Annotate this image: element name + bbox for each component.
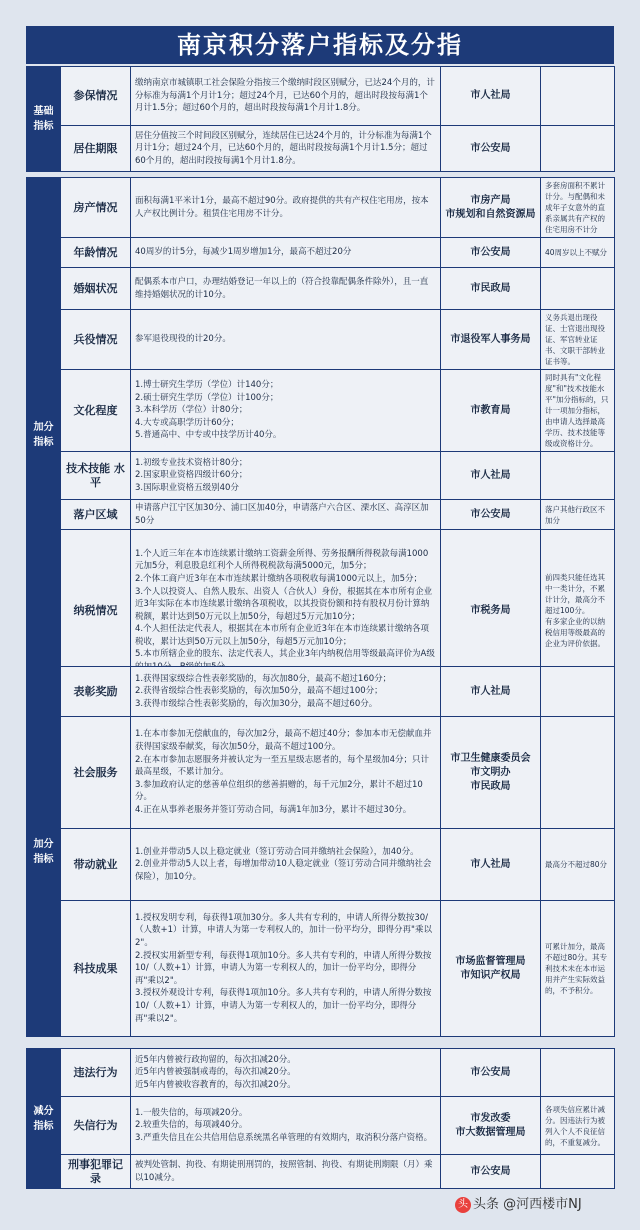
item-note xyxy=(541,268,615,310)
item-note xyxy=(541,667,615,717)
table-row xyxy=(27,500,615,530)
item-dept: 市公安局 xyxy=(441,238,541,268)
item-dept: 市人社局 xyxy=(441,452,541,500)
item-dept: 市税务局 xyxy=(441,530,541,692)
item-name: 刑事犯罪记录 xyxy=(61,1155,131,1189)
item-rule: 1.创业并带动5人以上稳定就业（签订劳动合同并缴纳社会保险），加40分。 2.创业并带动5人以上者，每增加带动10人稳定就业（签订劳动合同并缴纳社会保险），加10分。 xyxy=(131,829,441,901)
item-name: 纳税情况 xyxy=(61,530,131,692)
table-row xyxy=(27,67,615,126)
footer-source xyxy=(455,1193,582,1213)
item-note: 可累计加分，最高不超过80分。其专利技术未在本市运用并产生实际效益的，不予积分。 xyxy=(541,901,615,1037)
section-bonus-2 xyxy=(26,666,614,1037)
item-dept: 市卫生健康委员会 市文明办 市民政局 xyxy=(441,717,541,829)
item-note xyxy=(541,1155,615,1189)
item-name: 表彰奖励 xyxy=(61,667,131,717)
table-bonus-1 xyxy=(26,177,615,692)
item-dept: 市房产局 市规划和自然资源局 xyxy=(441,178,541,238)
table-row xyxy=(27,238,615,268)
item-rule: 1.在本市参加无偿献血的，每次加2分，最高不超过40分；参加本市无偿献血并获得国家级奉献奖，每次加50分，最高不超过100分。 2.在本市参加志愿服务并被认定为一至五星级志愿者的，每个星级加4分；只计最高星级，不累计加分。 3.参加政府认定的慈善单位组织的慈善捐赠的，每千元加2分，累计不超过10分。 4.正在从事养老服务并签订劳动合同，每满1年加3分，累计不超过30分。 xyxy=(131,717,441,829)
item-note: 前四类只能任选其中一类计分，不累计计分，最高分不超过100分。 有多家企业的以纳税信用等级最高的企业为评价依据。 xyxy=(541,530,615,692)
item-rule: 缴纳南京市城镇职工社会保险分指按三个缴纳时段区别赋分，已达24个月的，计分标准为每满1个月计1分；超过24个月，已达60个月的，超出时段按每满1个月计1.5分；超过60个月的，超出时段按每满1个月计1.8分。 xyxy=(131,67,441,126)
source-text: 头条 @河西楼市NJ xyxy=(473,1197,582,1212)
item-name: 失信行为 xyxy=(61,1097,131,1155)
table-row xyxy=(27,717,615,829)
item-name: 婚姻状况 xyxy=(61,268,131,310)
item-rule: 参军退役现役的计20分。 xyxy=(131,310,441,370)
item-note xyxy=(541,67,615,126)
category-label: 基础指标 xyxy=(27,67,61,172)
table-deduction xyxy=(26,1048,615,1189)
item-name: 文化程度 xyxy=(61,370,131,452)
item-dept: 市公安局 xyxy=(441,126,541,172)
category-label: 加分指标 xyxy=(27,178,61,692)
item-name: 房产情况 xyxy=(61,178,131,238)
item-rule: 1.获得国家级综合性表彰奖励的，每次加80分，最高不超过160分； 2.获得省级综合性表彰奖励的，每次加50分，最高不超过100分； 3.获得市级综合性表彰奖励的，每次加30分，最高不超过60分。 xyxy=(131,667,441,717)
table-basic xyxy=(26,66,615,172)
toutiao-logo-icon: 头 xyxy=(455,1197,471,1213)
item-name: 年龄情况 xyxy=(61,238,131,268)
item-dept: 市人社局 xyxy=(441,667,541,717)
item-note: 义务兵退出现役证、士官退出现役证、军官转业证书、文职干部转业证书等。 xyxy=(541,310,615,370)
table-bonus-2 xyxy=(26,666,615,1037)
item-dept: 市公安局 xyxy=(441,500,541,530)
item-note: 各项失信应累计减分。因违法行为被列入个人不良征信的，不重复减分。 xyxy=(541,1097,615,1155)
item-name: 违法行为 xyxy=(61,1049,131,1097)
item-note: 40周岁以上不赋分 xyxy=(541,238,615,268)
item-note: 最高分不超过80分 xyxy=(541,829,615,901)
item-dept: 市教育局 xyxy=(441,370,541,452)
item-dept: 市公安局 xyxy=(441,1049,541,1097)
item-name: 带动就业 xyxy=(61,829,131,901)
item-rule: 近5年内曾被行政拘留的，每次扣减20分。 近5年内曾被强制戒毒的，每次扣减20分。 近5年内曾被收容教育的，每次扣减20分。 xyxy=(131,1049,441,1097)
table-row xyxy=(27,667,615,717)
page-title: 南京积分落户指标及分指 xyxy=(26,26,614,64)
table-row xyxy=(27,829,615,901)
item-dept: 市人社局 xyxy=(441,67,541,126)
item-rule: 1.个人近三年在本市连续累计缴纳工资薪金所得、劳务报酬所得税款每满1000元加5分，利息股息红利个人所得税税款每满5000元，加5分； 2.个体工商户近3年在本市连续累计缴纳各项税收每满1000元以上，加5分； 3.个人以投资人、自然人股东、出资人（合伙人）身份，根据其在本市所有企业近3年实际在本市连续累计缴纳各项税收，以其投资份额和持有股权月份计算纳税额，累计达到50万元以上加50分，每超过5万元加10分； 4.个人担任法定代表人，根据其在本市所有企业近3年在本市连续累计缴纳各项税收，累计达到50万元以上加50分，每超5万元加10分； 5.本市所辖企业的股东、法定代表人，其企业3年内纳税信用等级最高评价为A级 xyxy=(131,530,441,692)
item-name: 社会服务 xyxy=(61,717,131,829)
item-note xyxy=(541,126,615,172)
table-row xyxy=(27,126,615,172)
item-rule: 1.一般失信的，每项减20分。 2.较重失信的，每项减40分。 3.严重失信且在公共信用信息系统黑名单管理的有效期内，取消积分落户资格。 xyxy=(131,1097,441,1155)
item-note xyxy=(541,717,615,829)
item-note xyxy=(541,1049,615,1097)
table-row xyxy=(27,901,615,1037)
item-name: 落户区域 xyxy=(61,500,131,530)
section-deduction xyxy=(26,1048,614,1189)
item-rule: 1.博士研究生学历（学位）计140分； 2.硕士研究生学历（学位）计100分； 3.本科学历（学位）计80分； 4.大专或高职学历计60分； 5.普通高中、中专或中技学历计40分。 xyxy=(131,370,441,452)
item-name: 居住期限 xyxy=(61,126,131,172)
item-rule: 面积每满1平米计1分，最高不超过90分。政府提供的共有产权住宅用房，按本人产权比例计分。租赁住宅用房不计分。 xyxy=(131,178,441,238)
item-name: 科技成果 xyxy=(61,901,131,1037)
table-row xyxy=(27,1097,615,1155)
table-row xyxy=(27,178,615,238)
table-row xyxy=(27,1155,615,1189)
item-name: 技术技能 水平 xyxy=(61,452,131,500)
item-rule: 居住分值按三个时间段区别赋分，连续居住已达24个月的，计分标准为每满1个月计1分；超过24个月，已达60个月的，超出时段按每满1个月计1.5分；超过60个月的，超出时段按每满1个月计1.8分。 xyxy=(131,126,441,172)
item-dept: 市发改委 市大数据管理局 xyxy=(441,1097,541,1155)
item-note: 多套房面积不累计计分。与配偶和未成年子女意外的直系亲属共有产权的住宅用房不计分 xyxy=(541,178,615,238)
item-rule: 申请落户江宁区加30分、浦口区加40分，申请落户六合区、溧水区、高淳区加50分 xyxy=(131,500,441,530)
section-bonus-1 xyxy=(26,177,614,692)
category-label: 减分指标 xyxy=(27,1049,61,1189)
item-rule: 被判处管制、拘役、有期徒刑刑罚的，按照管制、拘役、有期徒刑期限（月）乘以10减分。 xyxy=(131,1155,441,1189)
table-row xyxy=(27,452,615,500)
item-name: 参保情况 xyxy=(61,67,131,126)
item-dept: 市公安局 xyxy=(441,1155,541,1189)
table-row xyxy=(27,268,615,310)
item-dept: 市退役军人事务局 xyxy=(441,310,541,370)
table-row xyxy=(27,310,615,370)
item-name: 兵役情况 xyxy=(61,310,131,370)
item-dept: 市人社局 xyxy=(441,829,541,901)
item-rule: 配偶系本市户口，办理结婚登记一年以上的（符合投靠配偶条件除外），且一直维持婚姻状况的计10分。 xyxy=(131,268,441,310)
section-basic xyxy=(26,66,614,172)
item-rule: 1.初级专业技术资格计80分； 2.国家职业资格四级计60分； 3.国际职业资格五级别40分 xyxy=(131,452,441,500)
item-note: 落户其他行政区不加分 xyxy=(541,500,615,530)
table-row xyxy=(27,1049,615,1097)
item-note xyxy=(541,452,615,500)
item-rule: 40周岁的计5分，每减少1周岁增加1分，最高不超过20分 xyxy=(131,238,441,268)
category-label: 加分指标 xyxy=(27,667,61,1037)
table-row xyxy=(27,370,615,452)
item-note: 同时具有"文化程度"和"技术技能水平"加分指标的，只计一项加分指标，由申请人选择最高学历、技术技能等级或资格计分。 xyxy=(541,370,615,452)
item-dept: 市民政局 xyxy=(441,268,541,310)
item-dept: 市场监督管理局 市知识产权局 xyxy=(441,901,541,1037)
item-rule: 1.授权发明专利，每获得1项加30分。多人共有专利的，申请人所得分数按30/（人数+1）计算，申请人为第一专利权人的，加计一份平均分，即得分再"乘以2"。 2.授权实用新型专利，每获得1项加10分。多人共有专利的，申请人所得分数按10/（人数+1）计算，申请人为第一专利权人的，加计一份平均分，即得分再"乘以2"。 3.授权外观设计专利，每获得1项加10分。多人共有专利的，申请人所得分数按10/（人数+1）计算，申请人为第一专利权人的，加计一份平均分，即得分再"乘以2"。 xyxy=(131,901,441,1037)
